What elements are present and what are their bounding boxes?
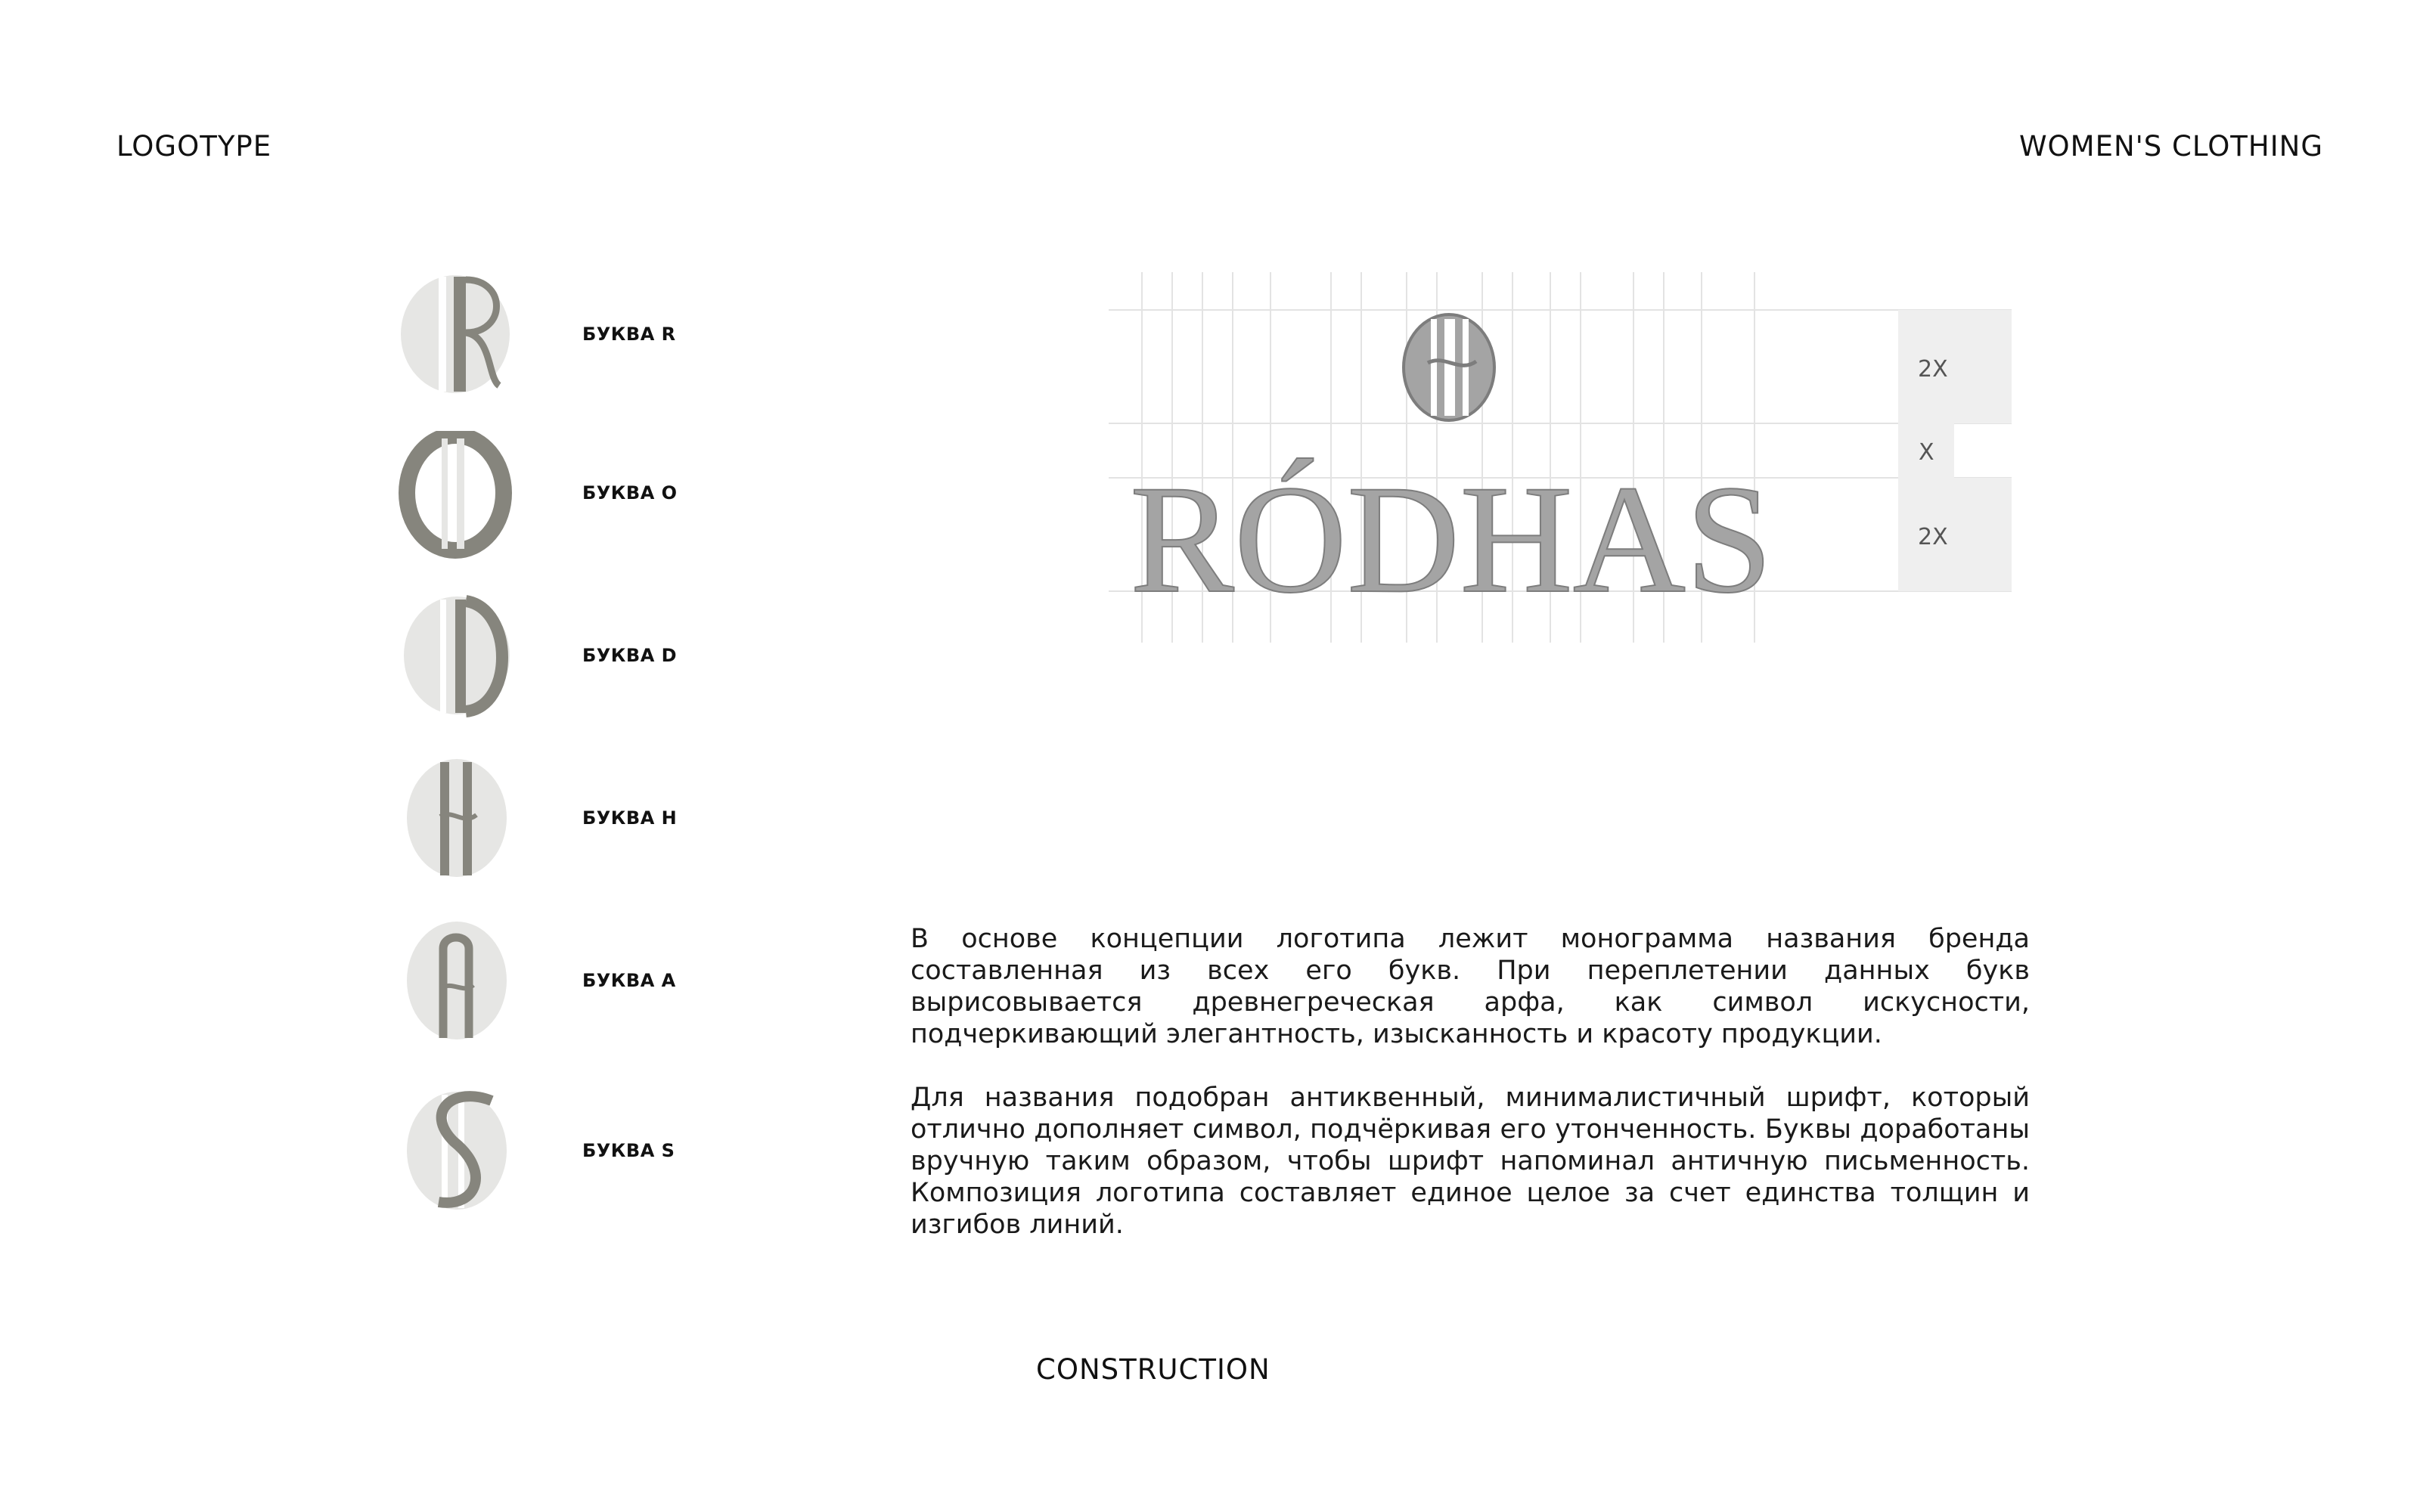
letter-label: БУКВА O: [582, 482, 678, 503]
letter-label: БУКВА R: [582, 324, 676, 345]
dimension-box-bottom: [1898, 478, 2012, 591]
letter-label: БУКВА A: [582, 970, 676, 991]
logo-construction-grid: [1104, 272, 2027, 643]
dimension-label-top: 2X: [1918, 356, 1948, 383]
letter-row-o: [393, 431, 771, 559]
dimension-label-mid: X: [1919, 439, 1934, 466]
letter-row-d: [393, 593, 771, 722]
monogram-s-icon: [393, 1089, 522, 1217]
brand-category-label: WOMEN'S CLOTHING: [2018, 130, 2323, 163]
description-paragraph-2: Для названия подобран антиквенный, минималистичный шрифт, который отлично дополняет символ, подчёркивая его утонченность. Буквы доработаны вручную таким образом, чтобы шрифт напоминал античную письменность. Композиция логотипа составляет единое целое за счет единства толщин и изгибов линий.: [911, 1083, 2030, 1240]
letter-label: БУКВА H: [582, 807, 678, 829]
section-title-logotype: LOGOTYPE: [116, 130, 272, 163]
logo-monogram-icon: [1404, 314, 1494, 420]
letter-row-h: [393, 756, 771, 885]
monogram-o-icon: [393, 431, 522, 559]
letter-label: БУКВА D: [582, 645, 678, 666]
monogram-a-icon: [393, 919, 522, 1047]
logo-wordmark: RÓDHAS: [1130, 454, 1773, 625]
monogram-h-icon: [393, 756, 522, 885]
section-label-construction: CONSTRUCTION: [1036, 1353, 1270, 1386]
monogram-r-icon: [393, 272, 522, 401]
monogram-d-icon: [393, 593, 522, 722]
letter-row-a: [393, 919, 771, 1047]
description-paragraph-1: В основе концепции логотипа лежит монограмма названия бренда составленная из всех его букв. При переплетении данных букв вырисовывается древнегреческая арфа, как символ искусности, подчеркивающий элегантность, изысканность и красоту продукции.: [911, 924, 2030, 1049]
letter-row-s: [393, 1089, 771, 1217]
letter-row-r: [393, 272, 771, 401]
dimension-label-bottom: 2X: [1918, 524, 1948, 550]
dimension-box-top: [1898, 310, 2012, 423]
letter-label: БУКВА S: [582, 1140, 675, 1161]
